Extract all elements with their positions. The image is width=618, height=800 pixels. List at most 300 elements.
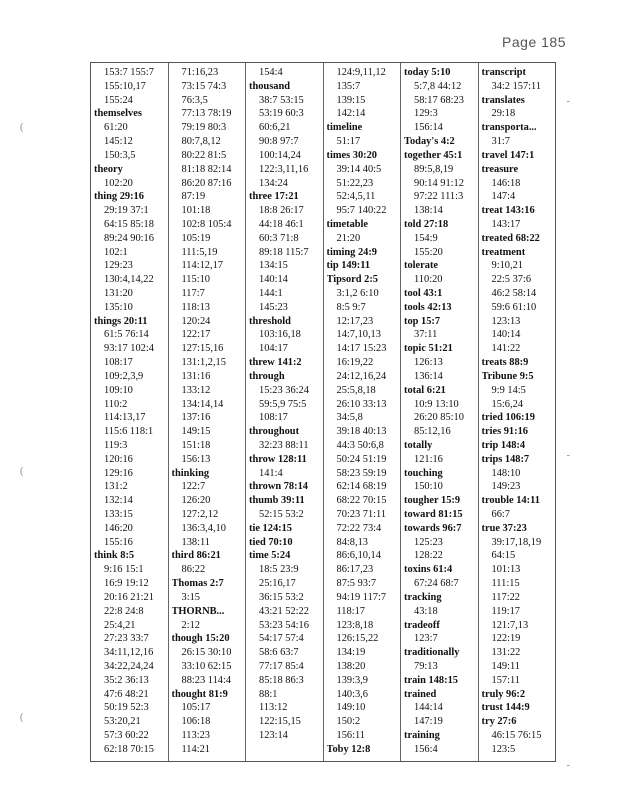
index-page-ref: 129:16 [104, 467, 133, 479]
index-word-entry: Today's 4:2 [404, 136, 455, 148]
index-page-ref: 139:3,9 [336, 674, 368, 686]
index-page-ref: 50:19 52:3 [104, 702, 149, 714]
index-column-5 [400, 63, 478, 761]
index-page-ref: 110:20 [414, 274, 443, 286]
index-page-ref: 115:6 118:1 [104, 426, 154, 438]
index-word-entry: training [404, 730, 440, 741]
index-page-ref: 10:9 13:10 [414, 398, 459, 410]
index-page-ref: 157:11 [491, 674, 520, 686]
index-page-ref: 136:14 [414, 370, 443, 382]
index-page-ref: 53:19 60:3 [259, 108, 304, 120]
index-page-ref: 134:15 [259, 260, 288, 272]
index-page-ref: 131:22 [491, 647, 521, 659]
index-word-entry: together 45:1 [404, 149, 463, 161]
index-word-entry: thing 29:16 [94, 191, 144, 203]
index-page-ref: 147:19 [414, 716, 443, 728]
index-page-ref: 47:6 48:21 [104, 688, 149, 700]
index-page-ref: 93:17 102:4 [104, 343, 154, 355]
index-page-ref: 51:22,23 [336, 177, 374, 189]
index-page-ref: 155:10,17 [104, 80, 146, 92]
index-page-ref: 77:13 78:19 [181, 108, 232, 120]
index-column-4 [323, 63, 401, 761]
index-word-entry: treatment [481, 246, 526, 258]
index-word-entry: tries 91:16 [481, 426, 528, 438]
index-page-ref: 104:17 [259, 343, 288, 355]
index-page-ref: 33:10 62:15 [181, 660, 232, 672]
index-page-ref: 81:18 82:14 [181, 163, 232, 175]
index-page-ref: 138:14 [414, 205, 443, 217]
index-word-entry: traditionally [404, 647, 460, 659]
index-page-ref: 155:24 [104, 94, 133, 106]
index-page-ref: 51:17 [336, 136, 361, 148]
index-word-entry: throw 128:11 [249, 453, 307, 465]
index-page-ref: 156:4 [414, 743, 438, 755]
index-page-ref: 9:9 14:5 [491, 384, 526, 396]
index-page-ref: 140:3,6 [336, 688, 368, 700]
index-page-ref: 102:20 [104, 177, 133, 189]
index-page-ref: 29:18 [491, 108, 516, 120]
index-word-entry: tools 42:13 [404, 301, 452, 313]
index-page-ref: 131:1,2,15 [181, 357, 226, 369]
index-page-ref: 135:10 [104, 301, 133, 313]
index-page-ref: 106:18 [181, 716, 211, 728]
index-page-ref: 73:15 74:3 [181, 80, 227, 92]
index-page-ref: 121:16 [414, 453, 443, 465]
index-word-entry: towards 96:7 [404, 522, 462, 534]
index-page-ref: 26:10 33:13 [336, 398, 387, 410]
index-page-ref: 46:2 58:14 [491, 288, 537, 299]
index-page-ref: 86:22 [181, 564, 206, 576]
index-word-entry: third 86:21 [171, 550, 221, 562]
index-word-entry: truly 96:2 [481, 688, 526, 700]
index-page-ref: 64:15 [491, 550, 516, 562]
index-word-entry: treats 88:9 [481, 357, 529, 369]
index-word-entry: threw 141:2 [249, 357, 302, 369]
index-word-entry: tip 149:11 [326, 260, 371, 272]
index-page-ref: 44:3 50:6,8 [336, 439, 384, 451]
index-page-ref: 151:18 [181, 439, 211, 451]
index-page-ref: 58:6 63:7 [259, 647, 299, 659]
punch-mark: ( [20, 466, 24, 477]
index-page-ref: 101:18 [181, 205, 211, 217]
index-page-ref: 67:24 68:7 [414, 578, 459, 590]
index-page-ref: 27:23 33:7 [104, 633, 149, 645]
index-page-ref: 129:23 [104, 260, 133, 272]
index-page-ref: 139:15 [336, 94, 366, 106]
index-page-ref: 113:23 [181, 730, 210, 741]
index-page-ref: 18:8 26:17 [259, 205, 304, 217]
index-page-ref: 53:23 54:16 [259, 619, 309, 631]
index-word-entry: things 20:11 [94, 315, 148, 327]
index-page-ref: 32:23 88:11 [259, 439, 309, 451]
index-page-ref: 114:13,17 [104, 412, 146, 424]
index-page-ref: 131:2 [104, 481, 128, 493]
index-page-ref: 77:17 85:4 [259, 660, 304, 672]
index-word-entry: tie 124:15 [249, 522, 292, 534]
index-page-ref: 135:7 [336, 80, 361, 92]
index-page-ref: 58:17 68:23 [414, 94, 464, 106]
index-page-ref: 149:11 [491, 660, 520, 672]
index-page-ref: 143:17 [491, 218, 521, 230]
index-page-ref: 136:3,4,10 [181, 522, 226, 534]
index-page-ref: 76:3,5 [181, 94, 208, 106]
index-page-ref: 133:15 [104, 509, 133, 520]
index-page-ref: 138:20 [336, 660, 366, 672]
index-page-ref: 87:5 93:7 [336, 578, 377, 590]
index-page-ref: 127:15,16 [181, 343, 224, 355]
index-page-ref: 109:2,3,9 [104, 370, 144, 382]
index-page-ref: 123:7 [414, 633, 438, 645]
index-page-ref: 39:14 40:5 [336, 163, 382, 175]
index-page-ref: 155:20 [414, 246, 443, 258]
index-page-ref: 124:9,11,12 [336, 67, 386, 78]
index-column-3 [245, 63, 323, 761]
index-word-entry: topic 51:21 [404, 343, 453, 355]
index-page-ref: 109:10 [104, 384, 133, 396]
index-page-ref: 126:20 [181, 495, 211, 507]
index-word-entry: tolerate [404, 260, 439, 272]
index-page-ref: 111:5,19 [181, 246, 218, 258]
index-page-ref: 39:18 40:13 [336, 426, 387, 438]
index-page-ref: 108:17 [259, 412, 288, 424]
index-page-ref: 102:8 105:4 [181, 218, 232, 230]
index-page-ref: 37:11 [414, 329, 438, 341]
index-page-ref: 114:12,17 [181, 260, 223, 272]
index-page-ref: 16:19,22 [336, 357, 374, 369]
index-page-ref: 71:16,23 [181, 67, 219, 78]
index-page-ref: 149:23 [491, 481, 521, 493]
index-page-ref: 122:15,15 [259, 716, 301, 728]
index-column-6 [478, 63, 556, 761]
index-page-ref: 146:20 [104, 522, 133, 534]
index-page-ref: 100:14,24 [259, 149, 301, 161]
index-page-ref: 25:4,21 [104, 619, 136, 631]
index-page-ref: 149:15 [181, 426, 211, 438]
index-page-ref: 85:12,16 [414, 426, 451, 438]
index-word-entry: tool 43:1 [404, 288, 443, 299]
index-column-2 [168, 63, 246, 761]
index-page-ref: 154:9 [414, 232, 438, 244]
index-word-entry: Tribune 9:5 [481, 370, 534, 382]
index-page-ref: 127:2,12 [181, 509, 219, 520]
index-page-ref: 150:2 [336, 716, 361, 728]
index-page-ref: 132:14 [104, 495, 133, 507]
index-word-entry: Thomas 2:7 [171, 578, 224, 590]
index-page-ref: 123:5 [491, 743, 516, 755]
index-word-entry: thrown 78:14 [249, 481, 308, 493]
index-word-entry: treated 68:22 [481, 232, 540, 244]
index-word-entry: totally [404, 439, 433, 451]
index-page-ref: 43:18 [414, 605, 438, 617]
index-word-entry: treasure [481, 163, 519, 175]
index-word-entry: themselves [94, 108, 142, 120]
index-page-ref: 52:4,5,11 [336, 191, 376, 203]
index-page-ref: 126:15,22 [336, 633, 379, 645]
index-page-ref: 114:21 [181, 743, 210, 755]
index-word-entry: touching [404, 467, 443, 479]
index-page-ref: 59:6 61:10 [491, 301, 537, 313]
index-page-ref: 103:16,18 [259, 329, 301, 341]
index-column-1 [91, 63, 168, 761]
index-page-ref: 8:5 9:7 [336, 301, 366, 313]
index-page-ref: 150:3,5 [104, 149, 136, 161]
index-page-ref: 131:20 [104, 288, 133, 299]
index-page-ref: 122:3,11,16 [259, 163, 309, 175]
index-page-ref: 125:23 [414, 536, 443, 548]
index-page-ref: 134:19 [336, 647, 366, 659]
index-word-entry: told 27:18 [404, 218, 449, 230]
index-page-ref: 129:3 [414, 108, 438, 120]
index-page-ref: 122:7 [181, 481, 206, 493]
index-page-ref: 140:14 [491, 329, 521, 341]
index-word-entry: treat 143:16 [481, 205, 535, 217]
index-page-ref: 133:12 [181, 384, 211, 396]
index-page-ref: 148:10 [491, 467, 521, 479]
index-page-ref: 149:10 [336, 702, 366, 714]
index-word-entry: tradeoff [404, 619, 440, 631]
index-page-ref: 34:22,24,24 [104, 660, 154, 672]
index-page-ref: 145:12 [104, 136, 133, 148]
index-word-entry: toward 81:15 [404, 509, 463, 520]
index-page-ref: 43:21 52:22 [259, 605, 309, 617]
index-page-ref: 150:10 [414, 481, 443, 493]
index-page-ref: 9:10,21 [491, 260, 523, 272]
index-page-ref: 97:22 111:3 [414, 191, 464, 203]
index-page-ref: 155:16 [104, 536, 133, 548]
index-page-ref: 57:3 60:22 [104, 730, 149, 741]
index-page-ref: 20:16 21:21 [104, 591, 154, 603]
index-page-ref: 115:10 [181, 274, 210, 286]
index-word-entry: tried 106:19 [481, 412, 535, 424]
index-word-entry: trust 144:9 [481, 702, 530, 714]
index-page-ref: 80:7,8,12 [181, 136, 221, 148]
index-word-entry: trip 148:4 [481, 439, 526, 451]
index-page-ref: 62:18 70:15 [104, 743, 154, 755]
index-word-entry: today 5:10 [404, 67, 451, 78]
index-page-ref: 144:14 [414, 702, 443, 714]
index-word-entry: thumb 39:11 [249, 495, 305, 507]
index-page-ref: 25:5,8,18 [336, 384, 376, 396]
index-page-ref: 156:13 [181, 453, 211, 465]
index-page-ref: 85:18 86:3 [259, 674, 304, 686]
index-page-ref: 58:23 59:19 [336, 467, 387, 479]
index-word-entry: transcript [481, 67, 526, 78]
word-index-table [90, 62, 556, 762]
index-page-ref: 18:5 23:9 [259, 564, 299, 576]
index-page-ref: 14:7,10,13 [336, 329, 381, 341]
index-page-ref: 39:17,18,19 [491, 536, 542, 548]
index-page-ref: 144:1 [259, 288, 283, 299]
index-page-ref: 156:14 [414, 122, 443, 134]
index-word-entry: translates [481, 94, 525, 106]
index-page-ref: 122:17 [181, 329, 211, 341]
index-page-ref: 22:8 24:8 [104, 605, 144, 617]
index-page-ref: 128:22 [414, 550, 443, 562]
index-word-entry: timeline [326, 122, 363, 134]
index-page-ref: 118:17 [336, 605, 365, 617]
index-page-ref: 113:12 [259, 702, 288, 714]
index-page-ref: 145:23 [259, 301, 288, 313]
index-page-ref: 72:22 73:4 [336, 522, 382, 534]
index-page-ref: 89:24 90:16 [104, 232, 154, 244]
index-page-ref: 2:12 [181, 619, 200, 631]
index-page-ref: 87:19 [181, 191, 206, 203]
index-page-ref: 61:20 [104, 122, 128, 134]
index-page-ref: 137:16 [181, 412, 211, 424]
index-word-entry: times 30:20 [326, 149, 377, 161]
index-page-ref: 44:18 46:1 [259, 218, 304, 230]
edge-mark: - [566, 96, 570, 107]
index-page-ref: 9:16 15:1 [104, 564, 144, 576]
index-page-ref: 53:20,21 [104, 716, 141, 728]
index-word-entry: time 5:24 [249, 550, 291, 562]
index-page-ref: 15:6,24 [491, 398, 523, 410]
index-page-ref: 21:20 [336, 232, 361, 244]
index-page-ref: 117:7 [181, 288, 205, 299]
index-page-ref: 25:16,17 [259, 578, 296, 590]
index-page-ref: 105:19 [181, 232, 211, 244]
index-word-entry: total 6:21 [404, 384, 446, 396]
index-page-ref: 90:8 97:7 [259, 136, 299, 148]
index-page-ref: 123:14 [259, 730, 288, 741]
index-page-ref: 86:6,10,14 [336, 550, 381, 562]
index-page-ref: 134:14,14 [181, 398, 224, 410]
index-page-ref: 86:20 87:16 [181, 177, 232, 189]
index-page-ref: 12:17,23 [336, 315, 374, 327]
index-page-ref: 119:17 [491, 605, 520, 617]
index-page-ref: 110:2 [104, 398, 128, 410]
index-page-ref: 138:11 [181, 536, 210, 548]
index-page-ref: 141:22 [491, 343, 521, 355]
index-page-ref: 66:7 [491, 509, 510, 520]
index-page-ref: 140:14 [259, 274, 288, 286]
index-page-ref: 62:14 68:19 [336, 481, 387, 493]
index-page-ref: 88:1 [259, 688, 278, 700]
index-page-ref: 88:23 114:4 [181, 674, 232, 686]
index-word-entry: through [249, 370, 285, 382]
index-page-ref: 142:14 [336, 108, 366, 120]
index-word-entry: three 17:21 [249, 191, 299, 203]
index-page-ref: 70:23 71:11 [336, 509, 387, 520]
page-number: Page 185 [502, 34, 566, 50]
index-page-ref: 122:19 [491, 633, 521, 645]
index-page-ref: 120:24 [181, 315, 211, 327]
index-word-entry: timing 24:9 [326, 246, 378, 258]
index-word-entry: true 37:23 [481, 522, 527, 534]
index-word-entry: threshold [249, 315, 291, 327]
index-word-entry: throughout [249, 426, 300, 438]
index-page-ref: 141:4 [259, 467, 283, 479]
index-page-ref: 156:11 [336, 730, 365, 741]
index-word-entry: toxins 61:4 [404, 564, 453, 576]
index-page-ref: 86:17,23 [336, 564, 374, 576]
index-word-entry: tied 70:10 [249, 536, 293, 548]
index-page-ref: 111:15 [491, 578, 520, 590]
index-page-ref: 16:9 19:12 [104, 578, 149, 590]
index-word-entry: trouble 14:11 [481, 495, 540, 507]
index-word-entry: travel 147:1 [481, 149, 535, 161]
index-page-ref: 120:16 [104, 453, 133, 465]
index-page-ref: 121:7,13 [491, 619, 529, 631]
index-page-ref: 102:1 [104, 246, 128, 258]
index-page-ref: 34:11,12,16 [104, 647, 154, 659]
index-word-entry: Toby 12:8 [326, 743, 371, 755]
index-word-entry: transporta... [481, 122, 537, 134]
index-page-ref: 146:18 [491, 177, 521, 189]
index-page-ref: 105:17 [181, 702, 211, 714]
index-page-ref: 89:18 115:7 [259, 246, 309, 258]
index-page-ref: 89:5,8,19 [414, 163, 454, 175]
index-page-ref: 131:16 [181, 370, 211, 382]
index-word-entry: try 27:6 [481, 716, 517, 728]
index-word-entry: trips 148:7 [481, 453, 530, 465]
index-page-ref: 38:7 53:15 [259, 94, 304, 106]
index-page-ref: 126:13 [414, 357, 443, 369]
index-page-ref: 119:3 [104, 439, 128, 451]
index-page-ref: 5:7,8 44:12 [414, 80, 462, 92]
index-word-entry: tougher 15:9 [404, 495, 461, 507]
index-word-entry: think 8:5 [94, 550, 135, 562]
index-page-ref: 130:4,14,22 [104, 274, 154, 286]
edge-mark: - [566, 450, 570, 461]
index-page-ref: 15:23 36:24 [259, 384, 309, 396]
index-word-entry: tracking [404, 591, 442, 603]
index-page-ref: 153:7 155:7 [104, 67, 154, 78]
index-page-ref: 22:5 37:6 [491, 274, 532, 286]
index-page-ref: 123:13 [491, 315, 521, 327]
index-page-ref: 50:24 51:19 [336, 453, 387, 465]
index-page-ref: 60:3 71:8 [259, 232, 299, 244]
index-page-ref: 64:15 85:18 [104, 218, 154, 230]
index-word-entry: theory [94, 163, 123, 175]
index-page-ref: 94:19 117:7 [336, 591, 387, 603]
index-page-ref: 84:8,13 [336, 536, 368, 548]
index-page-ref: 60:6,21 [259, 122, 291, 134]
index-page-ref: 117:22 [491, 591, 520, 603]
index-page-ref: 34:2 157:11 [491, 80, 542, 92]
index-word-entry: timetable [326, 218, 369, 230]
index-page-ref: 154:4 [259, 67, 283, 78]
index-word-entry: thousand [249, 80, 291, 92]
index-page-ref: 80:22 81:5 [181, 149, 227, 161]
index-word-entry: top 15:7 [404, 315, 441, 327]
index-page-ref: 3:15 [181, 591, 200, 603]
index-page-ref: 36:15 53:2 [259, 591, 304, 603]
punch-mark: ( [20, 122, 24, 133]
index-page-ref: 101:13 [491, 564, 521, 576]
index-page-ref: 147:4 [491, 191, 516, 203]
index-page-ref: 31:7 [491, 136, 510, 148]
index-word-entry: trained [404, 688, 437, 700]
index-page-ref: 123:8,18 [336, 619, 374, 631]
punch-mark: ( [20, 712, 24, 723]
index-page-ref: 14:17 15:23 [336, 343, 387, 355]
index-page-ref: 54:17 57:4 [259, 633, 304, 645]
index-page-ref: 34:5,8 [336, 412, 363, 424]
edge-mark: - [566, 760, 570, 771]
index-page-ref: 108:17 [104, 357, 133, 369]
index-page-ref: 118:13 [181, 301, 210, 313]
index-page-ref: 79:13 [414, 660, 438, 672]
index-page-ref: 3:1,2 6:10 [336, 288, 379, 299]
index-page-ref: 95:7 140:22 [336, 205, 387, 217]
index-page-ref: 79:19 80:3 [181, 122, 227, 134]
index-page-ref: 35:2 36:13 [104, 674, 149, 686]
index-page-ref: 134:24 [259, 177, 288, 189]
index-word-entry: thinking [171, 467, 210, 479]
index-page-ref: 29:19 37:1 [104, 205, 149, 217]
index-page-ref: 61:5 76:14 [104, 329, 149, 341]
